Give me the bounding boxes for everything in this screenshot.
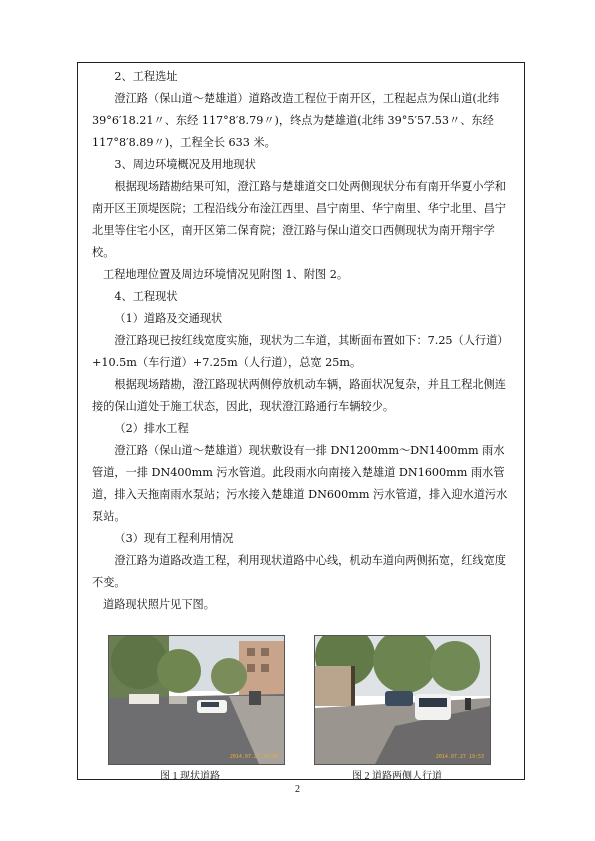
photos-intro: 道路现状照片见下图。	[103, 598, 215, 611]
section-2-heading: 2、工程选址	[114, 70, 178, 83]
section-3-heading: 3、周边环境概况及用地现状	[114, 158, 256, 171]
photo-2-timestamp: 2014.07.27 19:53	[435, 754, 484, 760]
section-3-paragraph: 根据现场踏勘结果可知，澄江路与楚雄道交口处两侧现状分布有南开华夏小学和南开区王顶堤医院；工程沿线分布淦江西里、昌宁南里、华宁南里、华宁北里、昌宁北里等住宅小区，南开区第二保育院；澄江路与保山道交口西侧现状为南开翔宇学校。	[92, 180, 506, 259]
section-2-paragraph: 澄江路（保山道～楚雄道）道路改造工程位于南开区，工程起点为保山道(北纬 39°6′18.21〃、东经 117°8′8.79〃)，终点为楚雄道(北纬 39°5′57.53〃、东经 117°8′8.89〃)，工程全长 633 米。	[92, 92, 500, 149]
photo-1-timestamp: 2014.07.27 19:55	[229, 754, 278, 760]
subsection-2-heading: （2）排水工程	[114, 422, 189, 435]
road-photo-2-image	[315, 636, 490, 764]
subsection-1-heading: （1）道路及交通现状	[114, 312, 223, 325]
subsection-3-heading: （3）现有工程利用情况	[114, 532, 234, 545]
figure-2-caption: 图 2 道路两侧人行道	[352, 771, 442, 782]
subsection-2-paragraph: 澄江路（保山道～楚雄道）现状敷设有一排 DN1200mm～DN1400mm 雨水管道，一排 DN400mm 污水管道。此段雨水向南接入楚雄道 DN1600mm 雨水管道，排入天拖南雨水泵站；污水接入楚雄道 DN600mm 污水管道，排入迎水道污水泵站。	[92, 444, 508, 523]
subsection-3-paragraph: 澄江路为道路改造工程，利用现状道路中心线，机动车道向两侧拓宽，红线宽度不变。	[92, 554, 506, 589]
subsection-1-paragraph-1: 澄江路现已按红线宽度实施，现状为二车道，其断面布置如下：7.25（人行道）+10.5m（车行道）+7.25m（人行道），总宽 25m。	[92, 334, 509, 369]
subsection-1-paragraph-2: 根据现场踏勘，澄江路现状两侧停放机动车辆，路面状况复杂，并且工程北侧连接的保山道处于施工状态，因此，现状澄江路通行车辆较少。	[92, 378, 506, 413]
road-photo-2	[314, 635, 491, 765]
section-4-heading: 4、工程现状	[114, 290, 178, 303]
location-note: 工程地理位置及周边环境情况见附图 1、附图 2。	[103, 268, 349, 281]
page-number: 2	[295, 784, 300, 795]
road-photo-1-image	[109, 636, 284, 764]
figure-1-caption: 图 1 现状道路	[160, 771, 220, 782]
road-photo-1	[108, 635, 285, 765]
